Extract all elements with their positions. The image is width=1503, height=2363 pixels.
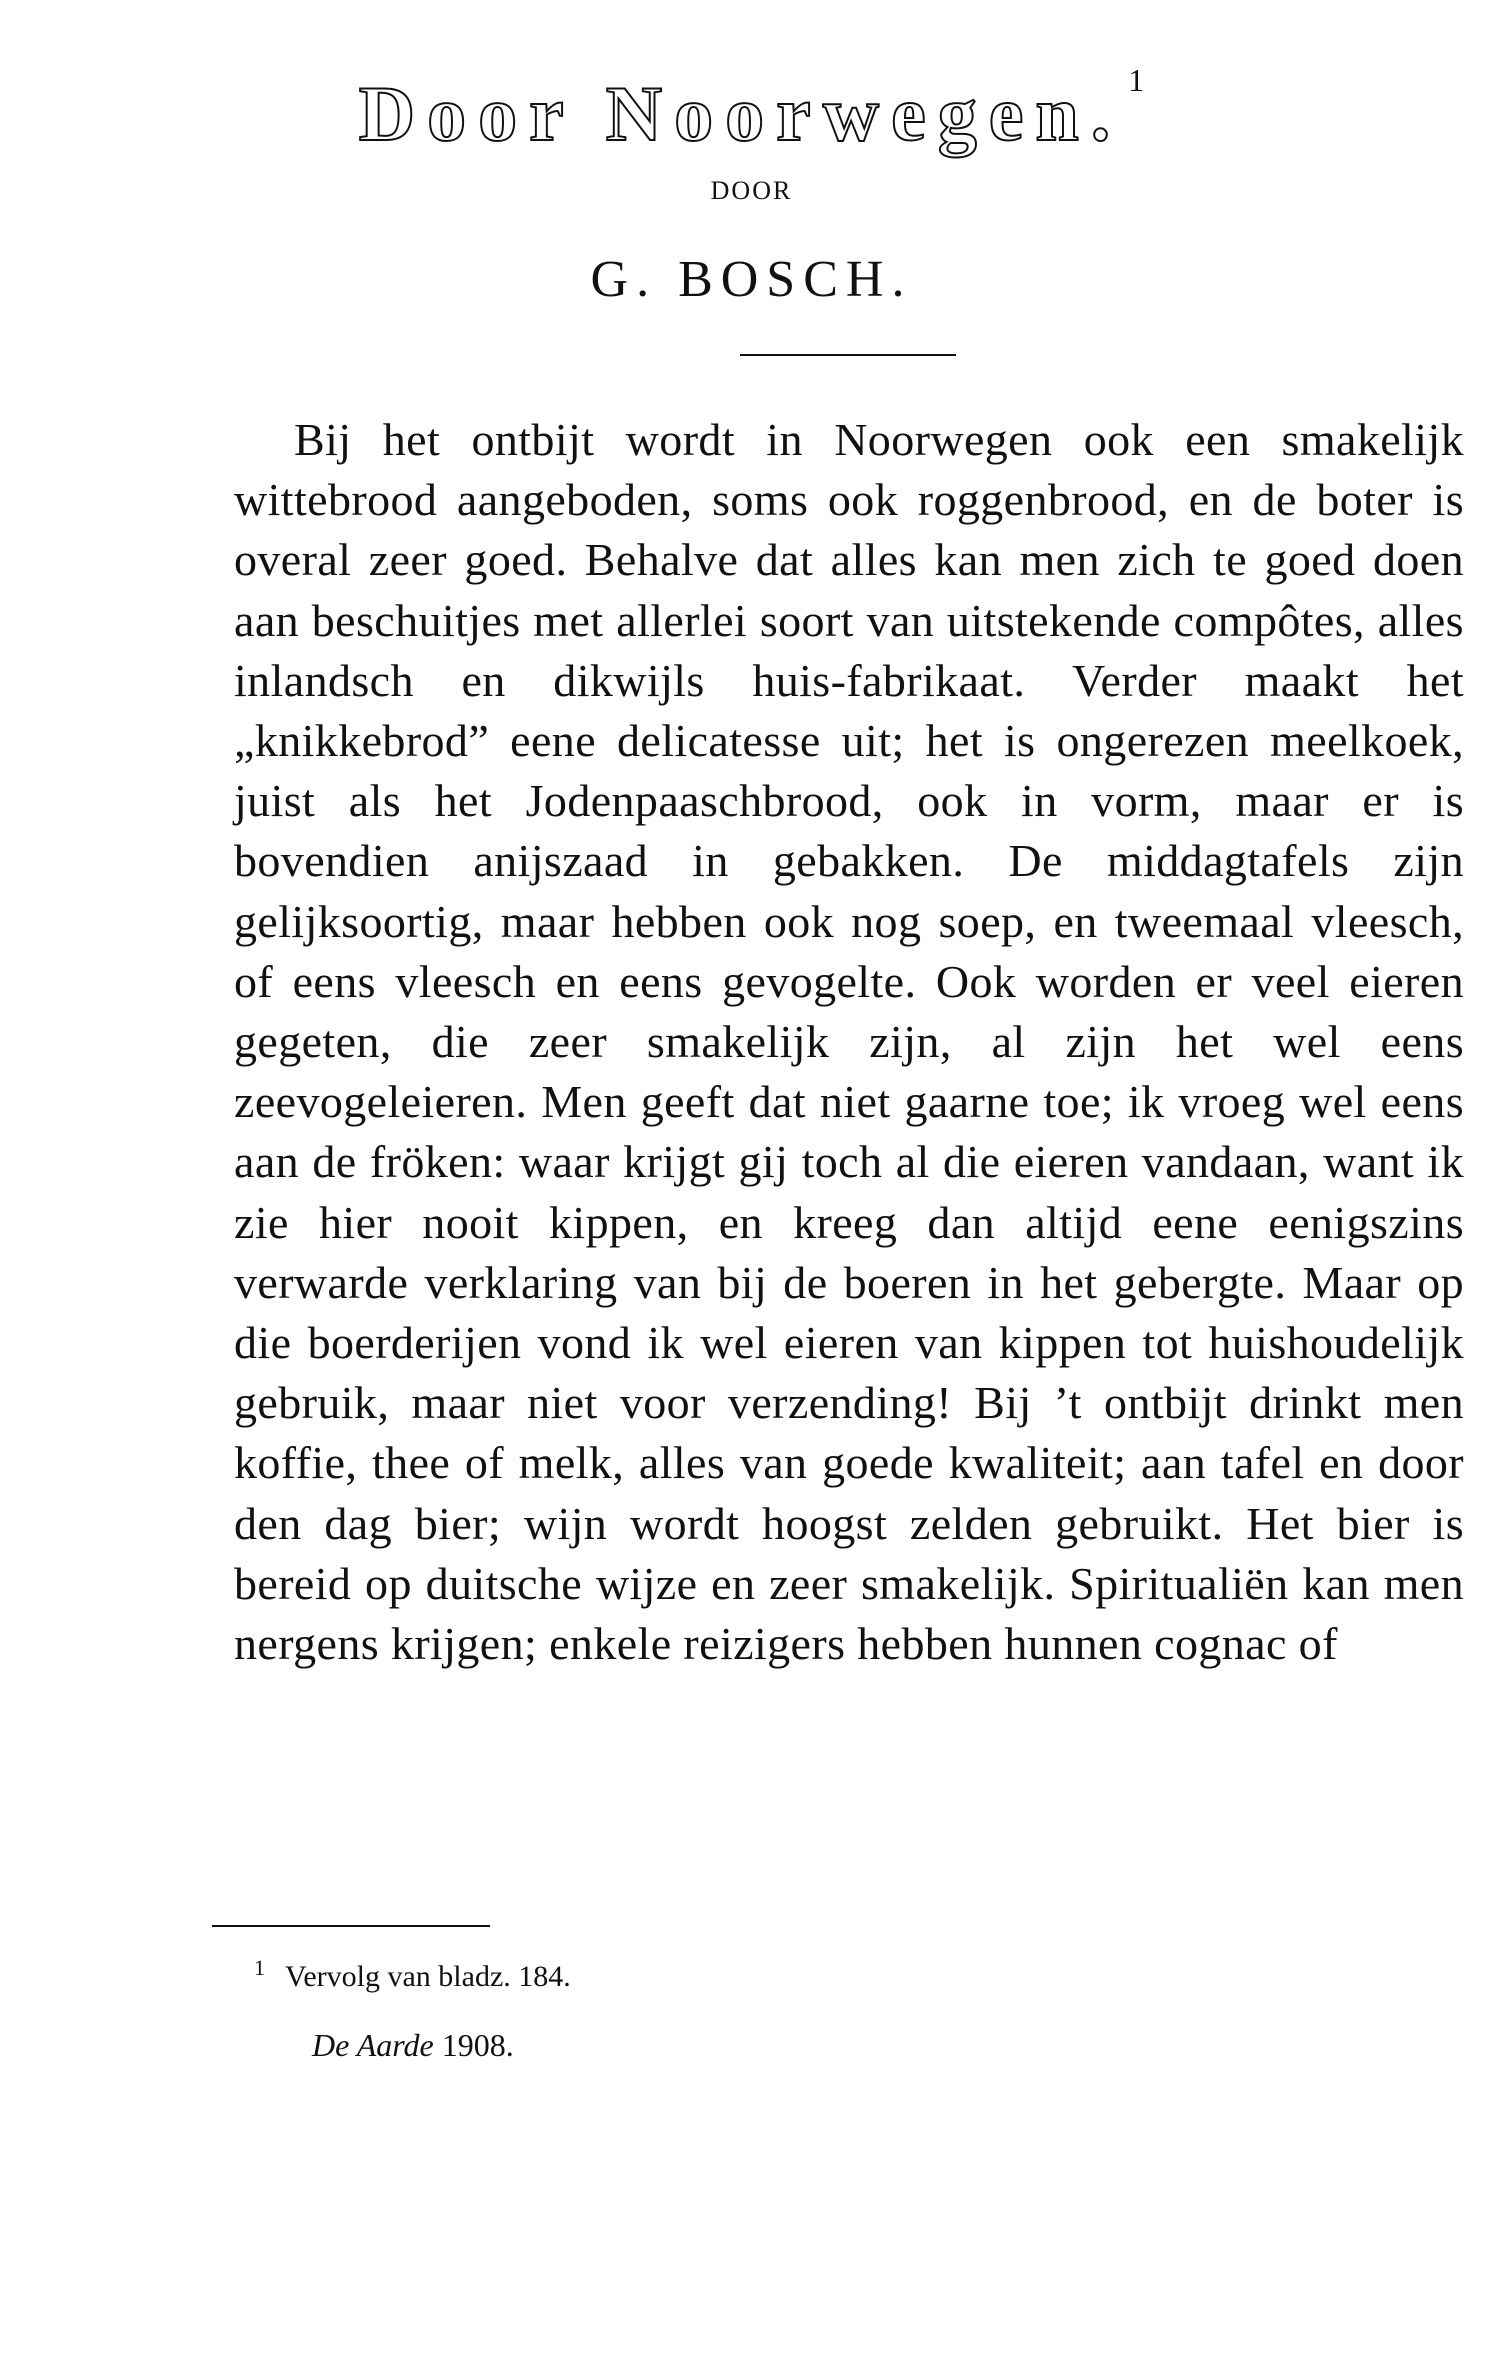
byline: DOOR	[710, 176, 793, 205]
journal-year: 1908.	[441, 2027, 514, 2063]
body-paragraph: Bij het ontbijt wordt in Noorwegen ook een smakelijk wittebrood aangeboden, soms ook roggenbrood, en de boter is overal zeer goed. Behalve dat alles kan men zich te goed doen aan beschuitjes met allerlei soort van uitstekende compôtes, alles inlandsch en dikwijls huis-fabrikaat. Verder maakt het „knikkebrod” eene delicatesse uit; het is ongerezen meelkoek, juist als het Jodenpaaschbrood, ook in vorm, maar er is bovendien anijszaad in gebakken. De middagtafels zijn gelijksoortig, maar hebben ook nog soep, en tweemaal vleesch, of eens vleesch en eens gevogelte. Ook worden er veel eieren gegeten, die zeer smakelijk zijn, al zijn het wel eens zeevogeleieren. Men geeft dat niet gaarne toe; ik vroeg wel eens aan de fröken: waar krijgt gij toch al die eieren vandaan, want ik zie hier nooit kippen, en kreeg dan altijd eene eenigszins verwarde verklaring van bij de boeren in het gebergte. Maar op die boerderijen vond ik wel eieren van kippen tot huishoudelijk gebruik, maar niet voor verzending! Bij ’t ontbijt drinkt men koffie, thee of melk, alles van goede kwaliteit; aan tafel en door den dag bier; wijn wordt hoogst zelden gebruikt. Het bier is bereid op duitsche wijze en zeer smakelijk. Spiritualiën kan men nergens krijgen; enkele reizigers hebben hunnen cognac of	[234, 414, 1464, 1670]
footnote-divider	[212, 1925, 490, 1927]
footnote-text: Vervolg van bladz. 184.	[285, 1960, 571, 1993]
source-line	[312, 2025, 514, 2065]
article-title-text: Door Noorwegen.	[358, 70, 1123, 157]
footnote	[254, 1948, 571, 1997]
article-title	[0, 52, 1503, 164]
author-name: G. BOSCH.	[590, 251, 913, 308]
journal-name: De Aarde	[312, 2027, 434, 2063]
title-footnote-mark: 1	[1128, 62, 1145, 98]
footnote-mark: 1	[254, 1955, 265, 1980]
title-divider	[740, 354, 956, 356]
